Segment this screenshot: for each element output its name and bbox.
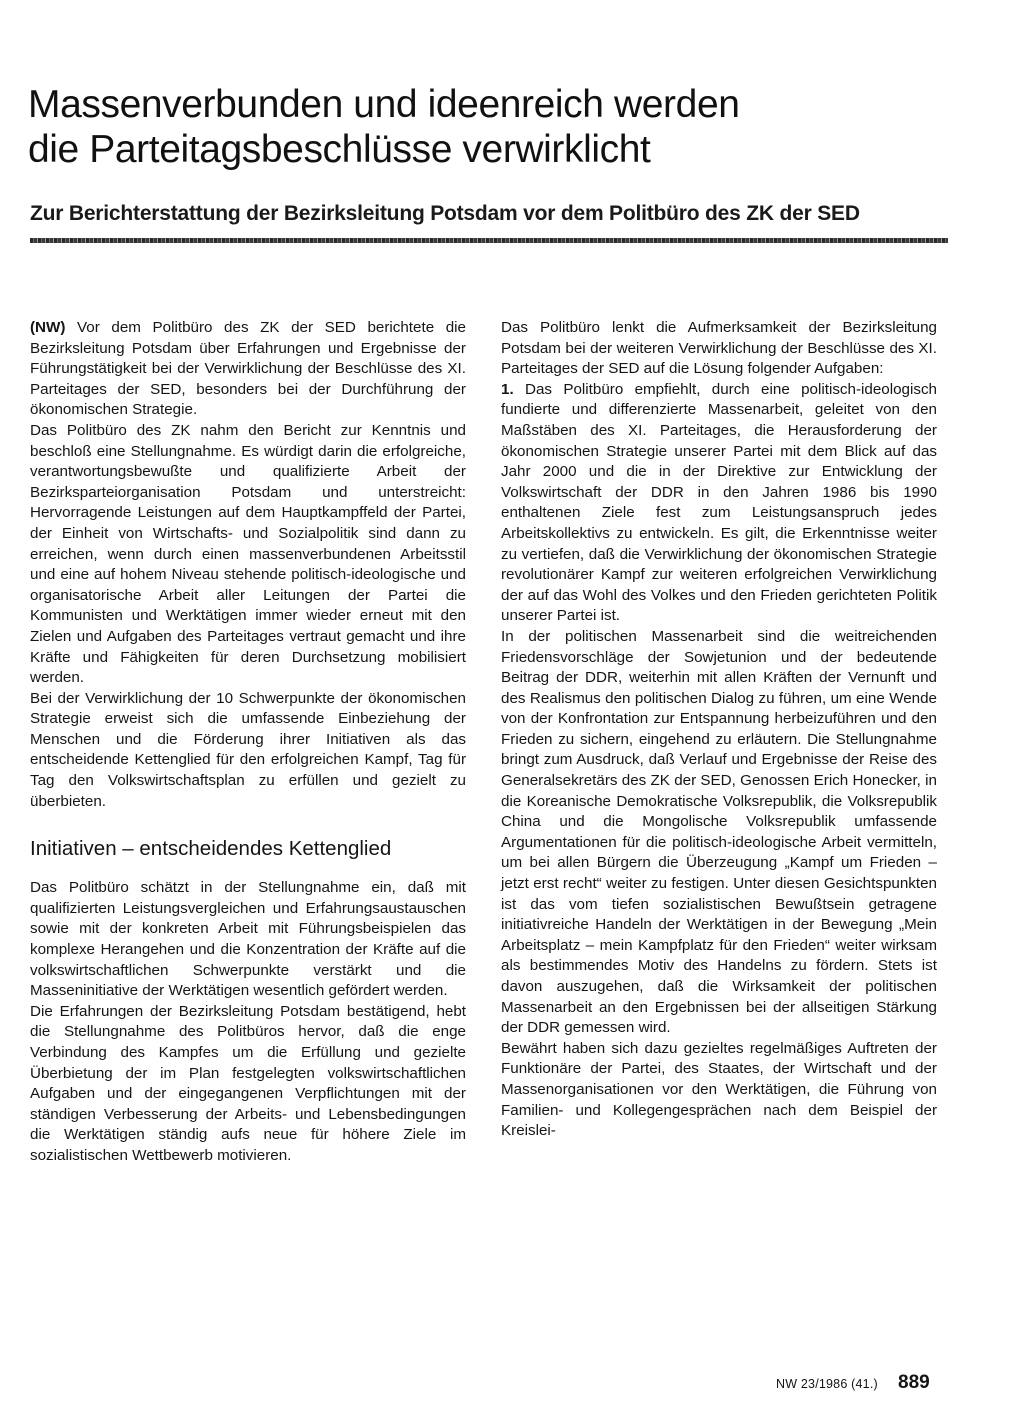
paragraph-text: Das Politbüro empfiehlt, durch eine politisch-ideologisch fundierte und differenzierte Massenarbeit, geleitet von den Maßstäben des XI. Parteitages, die Herausforderung der ökonomischen Strategie unserer Partei mit dem Blick auf das Jahr 2000 und die in der Direktive zur Entwicklung der Volkswirtschaft der DDR in den Jahren 1986 bis 1990 enthaltenen Ziele fest zum Leistungsanspruch jedes Arbeitskollektivs zu entwickeln. Es gilt, die Erkenntnisse weiter zu vertiefen, daß die Verwirklichung der ökonomischen Strategie revolutionärer Kampf zur weiteren erfolgreichen Verwirklichung der auf das Wohl des Volkes und den Frieden gerichteten Politik unserer Partei ist. xyxy=(501,380,937,625)
page-footer xyxy=(776,1372,956,1396)
article-headline xyxy=(28,82,988,172)
page-number: 889 xyxy=(898,1372,930,1393)
paragraph-text: Vor dem Politbüro des ZK der SED berichtete die Bezirksleitung Potsdam über Erfahrungen und Ergebnisse der Führungstätigkeit bei der Verwirklichung der Beschlüsse des XI. Parteitages der SED, besonders bei der Durchführung der ökonomischen Strategie. xyxy=(30,319,466,419)
list-number: 1. xyxy=(501,380,514,398)
paragraph: Bei der Verwirklichung der 10 Schwerpunkte der ökonomischen Strategie erweist sich die umfassende Einbeziehung der Menschen und die Förderung ihrer Initiativen als das entscheidende Kettenglied für den erfolgreichen Kampf, Tag für Tag den Volkswirtschaftsplan zu erfüllen und gezielt zu überbieten. xyxy=(30,689,466,810)
headline-line-2: die Parteitagsbeschlüsse verwirklicht xyxy=(28,128,651,171)
left-column xyxy=(30,318,466,1167)
paragraph xyxy=(30,318,466,421)
article-subheadline: Zur Berichterstattung der Bezirksleitung Potsdam vor dem Politbüro des ZK der SED xyxy=(30,202,860,225)
paragraph: Das Politbüro des ZK nahm den Bericht zur Kenntnis und beschloß eine Stellungnahme. Es würdigt darin die erfolgreiche, verantwortungsbewußte und qualifizierte Arbeit der Bezirksparteiorganisation Potsdam und unterstreicht: Hervorragende Leistungen auf dem Hauptkampffeld der Partei, der Einheit von Wirtschafts- und Sozialpolitik sind dann zu erreichen, wenn durch einen massenverbundenen Arbeitsstil und eine auf hohem Niveau stehende politisch-ideologische und organisatorische Arbeit aller Leitungen der Partei die Kommunisten und Werktätigen immer wieder erneut mit den Zielen und Aufgaben des Parteitages vertraut gemacht und ihre Kräfte und Fähigkeiten für deren Durchsetzung mobilisiert werden. xyxy=(30,421,466,687)
section-heading: Initiativen – entscheidendes Kettenglied xyxy=(30,837,392,861)
paragraph xyxy=(501,380,937,627)
issue-reference: NW 23/1986 (41.) xyxy=(776,1377,878,1391)
right-column xyxy=(501,318,937,1142)
source-tag: (NW) xyxy=(30,319,66,336)
paragraph: Die Erfahrungen der Bezirksleitung Potsdam bestätigend, hebt die Stellungnahme des Politbüros hervor, daß die enge Verbindung des Kampfes um die Erfüllung und gezielte Überbietung der im Plan festgelegten volkswirtschaftlichen Aufgaben und der eingegangenen Verpflichtungen mit der ständigen Verbesserung der Arbeits- und Lebensbedingungen die Werktätigen ständig aufs neue für höhere Ziele im sozialistischen Wettbewerb motivieren. xyxy=(30,1002,466,1164)
headline-line-1: Massenverbunden und ideenreich werden xyxy=(28,83,740,126)
paragraph: Das Politbüro lenkt die Aufmerksamkeit der Bezirksleitung Potsdam bei der weiteren Verwirklichung der Beschlüsse des XI. Parteitages der SED auf die Lösung folgender Aufgaben: xyxy=(501,319,937,378)
paragraph: Bewährt haben sich dazu gezieltes regelmäßiges Auftreten der Funktionäre der Partei, des Staates, der Wirtschaft und der Massenorganisationen vor den Werktätigen, die Führung von Familien- und Kollegengesprächen nach dem Beispiel der Kreislei- xyxy=(501,1039,937,1140)
headline-divider xyxy=(30,238,948,243)
paragraph: Das Politbüro schätzt in der Stellungnahme ein, daß mit qualifizierten Leistungsvergleichen und Erfahrungsaustauschen sowie mit der konkreten Arbeit mit Führungsbeispielen das komplexe Herangehen und die Konzentration der Kräfte auf die volkswirtschaftlichen Schwerpunkte verstärkt und die Masseninitiative der Werktätigen wesentlich gefördert werden. xyxy=(30,879,466,1000)
paragraph: In der politischen Massenarbeit sind die weitreichenden Friedensvorschläge der Sowjetunion und der bedeutende Beitrag der DDR, weiterhin mit allen Kräften der Vernunft und des Realismus den politischen Dialog zu führen, um eine Wende von der Konfrontation zur Entspannung herbeizuführen und den Frieden zu sichern, eingehend zu erläutern. Die Stellungnahme bringt zum Ausdruck, daß Verlauf und Ergebnisse der Reise des Generalsekretärs des ZK der SED, Genossen Erich Honecker, in die Koreanische Demokratische Volksrepublik, die Volksrepublik China und die Mongolische Volksrepublik umfassende Argumentationen für die politisch-ideologische Arbeit vermitteln, um bei allen Bürgern die Überzeugung „Kampf um Frieden – jetzt erst recht“ weiter zu festigen. Unter diesen Gesichtspunkten ist das vom tiefen sozialistischen Bewußtsein getragene initiativreiche Handeln der Werktätigen in der Bewegung „Mein Arbeitsplatz – mein Kampfplatz für den Frieden“ weiter wirksam als bestimmendes Motiv des Handelns zu fördern. Stets ist davon auszugehen, daß die Wirksamkeit der politischen Massenarbeit an den Ergebnissen bei der allseitigen Stärkung der DDR gemessen wird. xyxy=(501,627,937,1037)
